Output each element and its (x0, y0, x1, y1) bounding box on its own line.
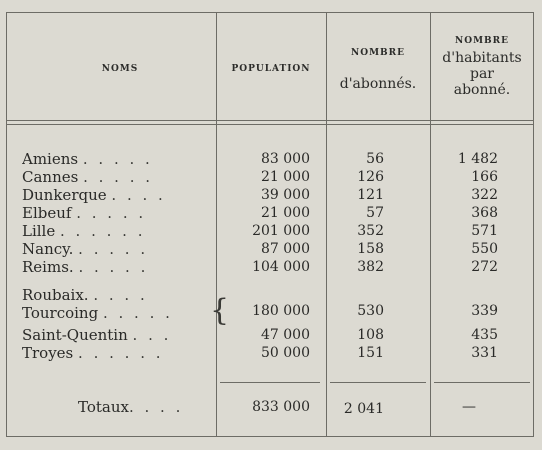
header-abonnes-sub: d'abonnés. (339, 76, 417, 92)
header-population: POPULATION (231, 64, 311, 74)
header-abonnes-title: NOMBRE (351, 48, 405, 58)
city-name: Amiens (22, 150, 79, 168)
habitants-cell: 322 (471, 187, 498, 203)
habitants-cell: 1 482 (457, 151, 498, 167)
totals-population: 833 000 (252, 399, 310, 415)
header-habitants-sub: d'habitants (442, 50, 522, 66)
population-cell: 39 000 (261, 187, 310, 203)
header-habitants-abonne: abonné. (453, 82, 511, 98)
population-cell: 83 000 (261, 151, 310, 167)
abonnes-cell: 530 (357, 303, 384, 319)
abonnes-cell: 56 (366, 151, 384, 167)
habitants-cell: 166 (471, 169, 498, 185)
city-name: Roubaix. (22, 286, 89, 304)
population-cell: 87 000 (261, 241, 310, 257)
city-name: Elbeuf (22, 204, 72, 222)
leader-dots: . . . (132, 326, 172, 344)
leader-dots: . . . . . . (60, 222, 146, 240)
leader-dots: . . . . (128, 398, 184, 416)
population-cell: 50 000 (261, 345, 310, 361)
city-name: Cannes (22, 168, 79, 186)
city-name: Reims. (22, 258, 74, 276)
abonnes-cell: 121 (357, 187, 384, 203)
city-name: Dunkerque (22, 186, 107, 204)
abonnes-cell: 108 (357, 327, 384, 343)
population-cell: 21 000 (261, 205, 310, 221)
totals-habitants: — (462, 399, 476, 415)
totals-rule (220, 382, 320, 383)
leader-dots: . . . . (111, 186, 166, 204)
habitants-cell: 339 (471, 303, 498, 319)
header-noms: NOMS (101, 64, 139, 74)
population-cell: 21 000 (261, 169, 310, 185)
population-cell: 104 000 (252, 259, 310, 275)
leader-dots: . . . . . (102, 304, 173, 322)
city-name: Saint-Quentin (22, 326, 128, 344)
totals-abonnes: 2 041 (343, 401, 384, 417)
leader-dots: . . . . . (83, 168, 154, 186)
totals-rule (330, 382, 426, 383)
abonnes-cell: 151 (357, 345, 384, 361)
abonnes-cell: 126 (357, 169, 384, 185)
abonnes-cell: 158 (357, 241, 384, 257)
habitants-cell: 331 (471, 345, 498, 361)
population-cell: 180 000 (252, 303, 310, 319)
habitants-cell: 550 (471, 241, 498, 257)
population-cell: 201 000 (252, 223, 310, 239)
habitants-cell: 368 (471, 205, 498, 221)
habitants-cell: 571 (471, 223, 498, 239)
habitants-cell: 435 (471, 327, 498, 343)
leader-dots: . . . . . . (78, 344, 164, 362)
leader-dots: . . . . . (78, 258, 149, 276)
column-divider (216, 12, 217, 437)
leader-dots: . . . . . (76, 204, 147, 222)
leader-dots: . . . . . (82, 150, 153, 168)
header-habitants-title: NOMBRE (455, 36, 509, 46)
city-name: Tourcoing (22, 304, 99, 322)
abonnes-cell: 352 (357, 223, 384, 239)
leader-dots: . . . . (93, 286, 148, 304)
city-name: Nancy. (22, 240, 74, 258)
leader-dots: . . . . . (78, 240, 149, 258)
totals-label: Totaux (78, 398, 129, 416)
city-name: Lille (22, 222, 56, 240)
brace-symbol: { (210, 293, 230, 328)
habitants-cell: 272 (471, 259, 498, 275)
header-rule (6, 124, 534, 125)
totals-rule (434, 382, 530, 383)
population-cell: 47 000 (261, 327, 310, 343)
abonnes-cell: 382 (357, 259, 384, 275)
city-name: Troyes (22, 344, 74, 362)
header-habitants-par: par (469, 66, 494, 82)
header-rule (6, 120, 534, 121)
abonnes-cell: 57 (366, 205, 384, 221)
